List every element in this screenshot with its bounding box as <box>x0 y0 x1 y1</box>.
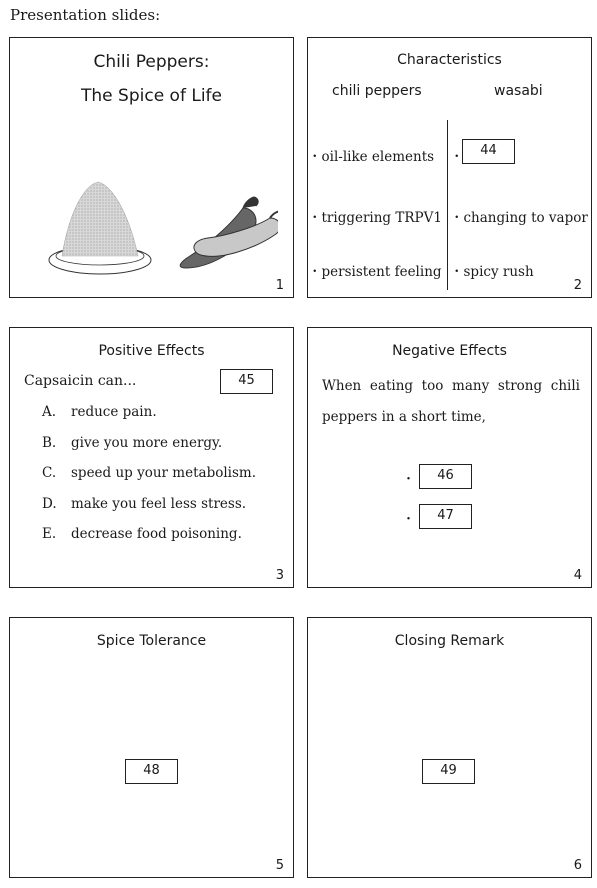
slide-5-title: Spice Tolerance <box>96 633 207 649</box>
option-a <box>42 404 157 420</box>
powder-mound-icon <box>49 182 151 274</box>
slide-1-title-line1: Chili Peppers: <box>93 52 210 72</box>
column-divider <box>447 120 448 290</box>
slide-4-title: Negative Effects <box>392 343 507 359</box>
option-c <box>42 465 256 481</box>
slide-1-title-line2: The Spice of Life <box>81 86 222 106</box>
option-letter: C. <box>42 465 57 481</box>
option-letter: E. <box>42 526 57 542</box>
chili-peppers-icon <box>180 197 278 268</box>
slide-5 <box>9 617 294 878</box>
slide-3 <box>9 327 294 588</box>
slide-3-title: Positive Effects <box>98 343 205 359</box>
slide-2-title: Characteristics <box>397 52 502 68</box>
slide-2-number: 2 <box>573 278 582 293</box>
slide-1 <box>9 37 294 298</box>
option-text: decrease food poisoning. <box>71 526 242 542</box>
option-text: reduce pain. <box>71 404 157 420</box>
blank-box-46: 46 <box>419 464 472 489</box>
option-e <box>42 526 242 542</box>
slide-4 <box>307 327 592 588</box>
blank-box-44: 44 <box>462 139 515 164</box>
page-heading: Presentation slides: <box>10 6 161 24</box>
chili-item-3: ・persistent feeling <box>308 264 442 280</box>
slide-3-number: 3 <box>275 568 284 583</box>
blank-box-45: 45 <box>220 369 273 394</box>
blank-box-49: 49 <box>422 759 475 784</box>
wasabi-item-3: ・spicy rush <box>450 264 534 280</box>
slide-1-number: 1 <box>275 278 284 293</box>
wasabi-item-2: ・changing to vapor <box>450 210 588 226</box>
blank-box-48: 48 <box>125 759 178 784</box>
slide-3-lead: Capsaicin can... <box>24 373 137 389</box>
chili-item-2: ・triggering TRPV1 <box>308 210 442 226</box>
slide-6-number: 6 <box>573 858 582 873</box>
option-text: make you feel less stress. <box>71 496 247 512</box>
slide-4-paragraph: When eating too many strong chili peppers in a short time, <box>322 378 580 425</box>
blank-box-47: 47 <box>419 504 472 529</box>
slide-4-number: 4 <box>573 568 582 583</box>
option-b <box>42 435 222 451</box>
slide-6-title: Closing Remark <box>394 633 505 649</box>
option-text: speed up your metabolism. <box>71 465 256 481</box>
column-header-wasabi: wasabi <box>494 83 543 99</box>
option-letter: D. <box>42 496 57 512</box>
chili-item-1: ・oil-like elements <box>308 149 435 165</box>
chili-illustration <box>48 178 278 282</box>
slide-2 <box>307 37 592 298</box>
wasabi-item-1: ・ <box>450 149 464 165</box>
bullet-46: ・ <box>402 472 416 487</box>
slide-5-number: 5 <box>275 858 284 873</box>
column-header-chili-peppers: chili peppers <box>332 83 422 99</box>
bullet-47: ・ <box>402 512 416 527</box>
option-text: give you more energy. <box>71 435 223 451</box>
option-letter: B. <box>42 435 57 451</box>
option-letter: A. <box>42 404 57 420</box>
option-d <box>42 496 246 512</box>
slide-6 <box>307 617 592 878</box>
